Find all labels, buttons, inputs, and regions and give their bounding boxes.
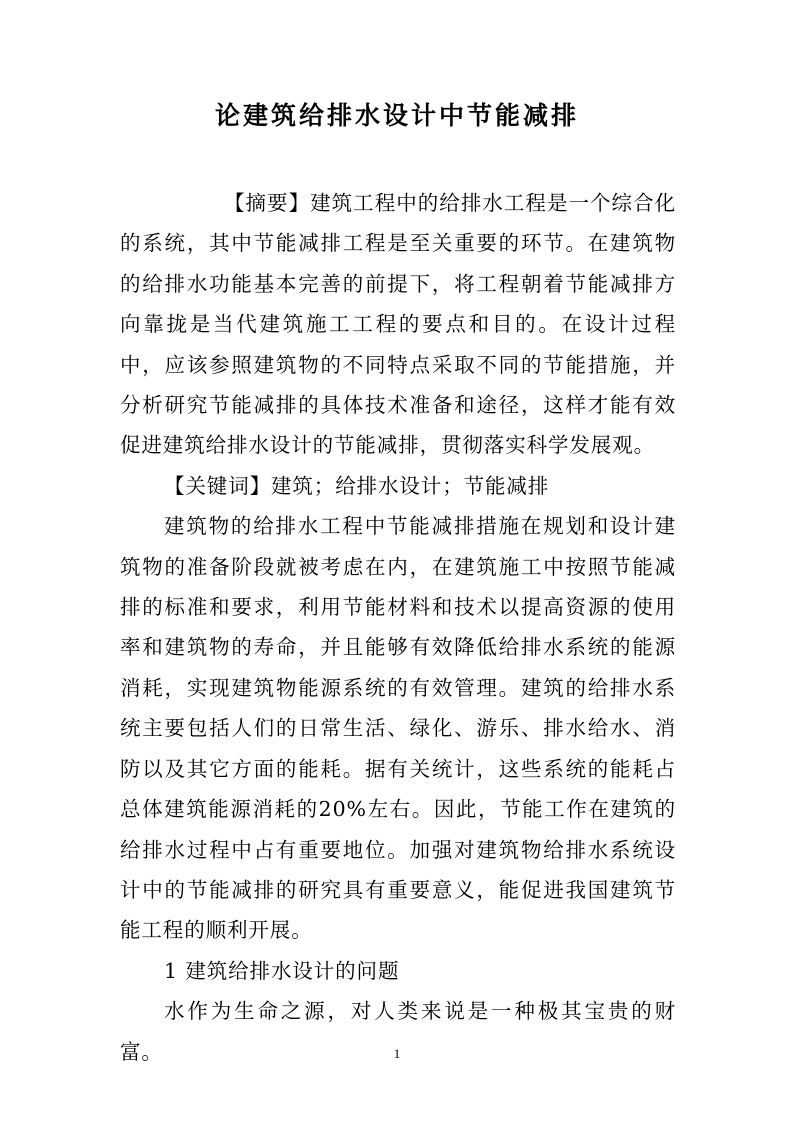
document-title: 论建筑给排水设计中节能减排	[214, 101, 579, 130]
document-body	[120, 183, 676, 1072]
body-paragraph: 水作为生命之源，对人类来说是一种极其宝贵的财富。	[120, 999, 676, 1064]
abstract-paragraph: 【摘要】建筑工程中的给排水工程是一个综合化的系统，其中节能减排工程是至关重要的环节。在建筑物的给排水功能基本完善的前提下，将工程朝着节能减排方向靠拢是当代建筑施工工程的要点和目的。在设计过程中，应该参照建筑物的不同特点采取不同的节能措施，并分析研究节能减排的具体技术准备和途径，这样才能有效促进建筑给排水设计的节能减排，贯彻落实科学发展观。	[120, 191, 676, 458]
page-number: 1	[393, 1046, 401, 1061]
keywords-paragraph: 【关键词】建筑；给排水设计；节能减排	[164, 473, 550, 498]
section-heading: 1 建筑给排水设计的问题	[164, 958, 400, 983]
body-paragraph: 建筑物的给排水工程中节能减排措施在规划和设计建筑物的准备阶段就被考虑在内，在建筑施工中按照节能减排的标准和要求，利用节能材料和技术以提高资源的使用率和建筑物的寿命，并且能够有效降低给排水系统的能源消耗，实现建筑物能源系统的有效管理。建筑的给排水系统主要包括人们的日常生活、绿化、游乐、排水给水、消防以及其它方面的能耗。据有关统计，这些系统的能耗占总体建筑能源消耗的20%左右。因此，节能工作在建筑的给排水过程中占有重要地位。加强对建筑物给排水系统设计中的节能减排的研究具有重要意义，能促进我国建筑节能工程的顺利开展。	[120, 514, 676, 943]
